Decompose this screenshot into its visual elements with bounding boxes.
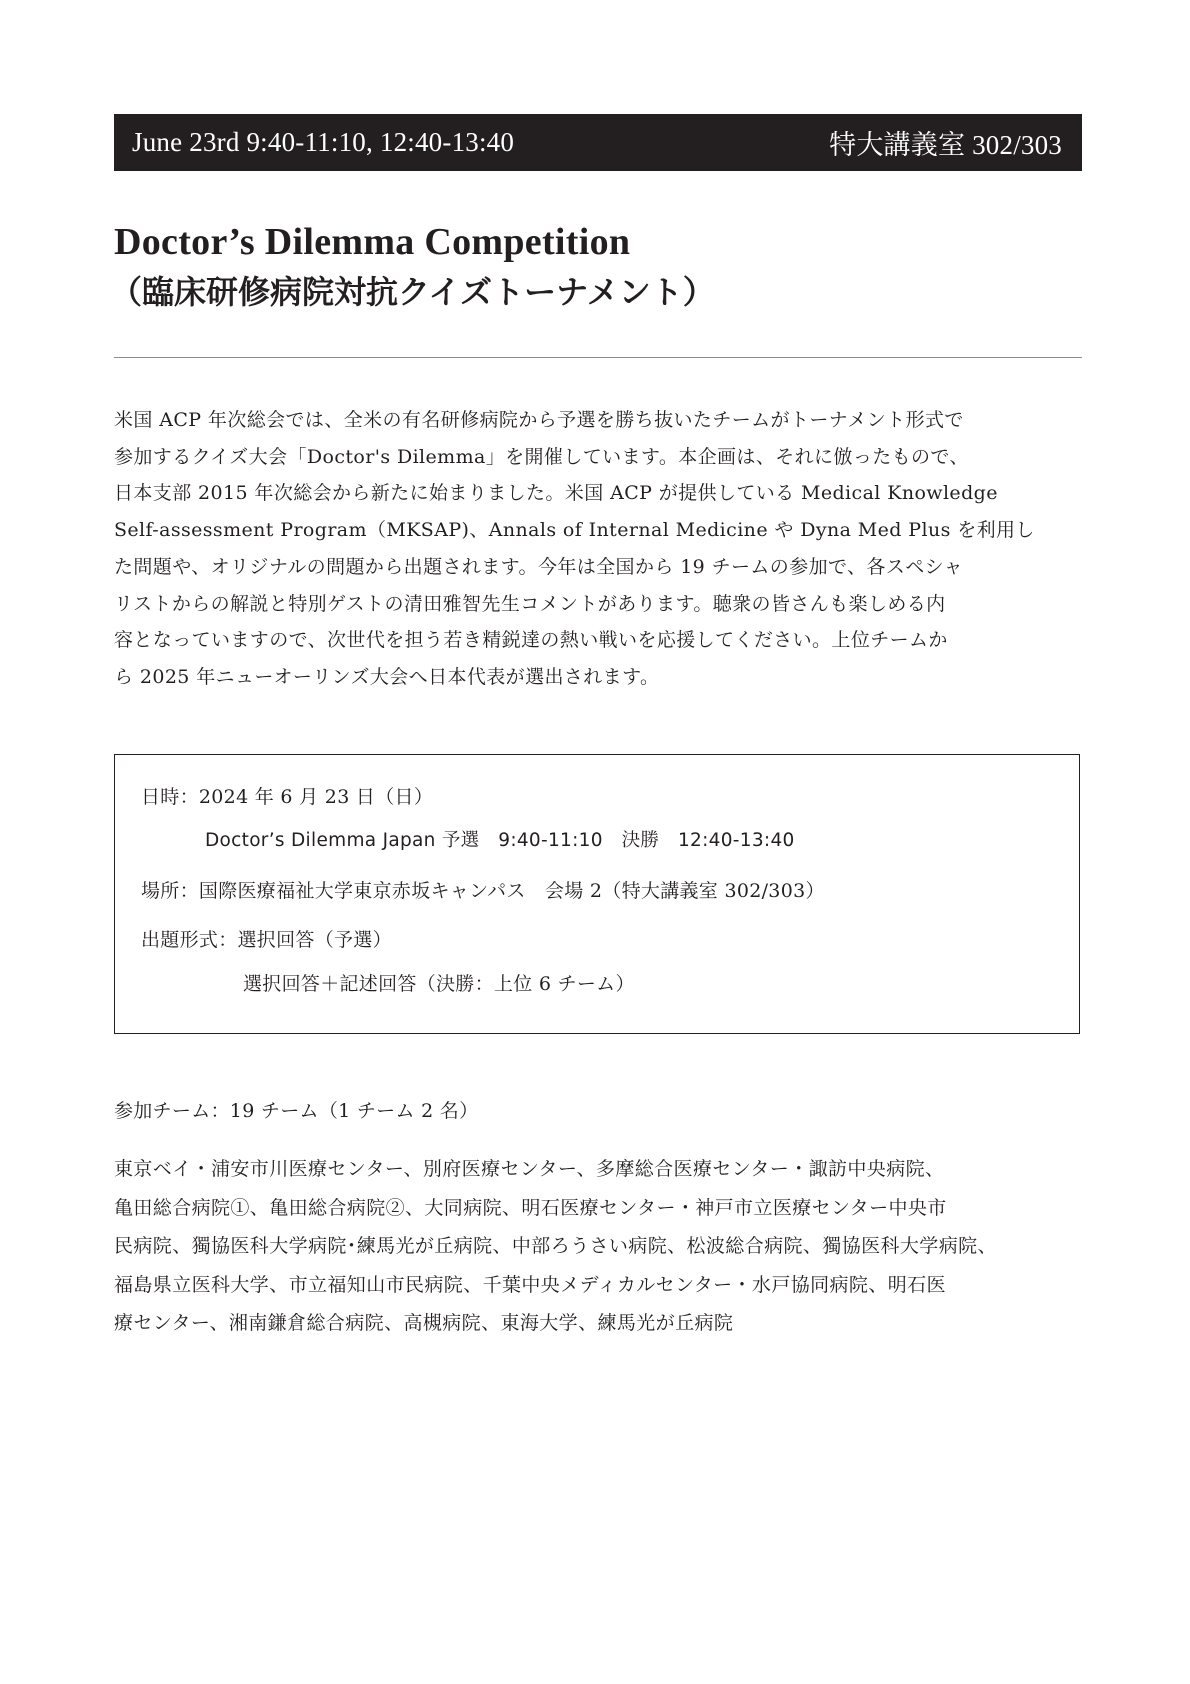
page-title: Doctor’s Dilemma Competition: [114, 221, 631, 263]
intro-paragraph: [114, 402, 1082, 696]
session-room: 特大講義室 302/303: [829, 130, 1062, 160]
teams-heading: 参加チーム：19 チーム（1 チーム 2 名）: [114, 1100, 479, 1122]
title-block: [110, 218, 1082, 316]
event-venue: 場所：国際医療福祉大学東京赤坂キャンパス 会場 2（特大講義室 302/303）: [141, 880, 825, 902]
page-subtitle: （臨床研修病院対抗クイズトーナメント）: [110, 273, 715, 311]
event-schedule: Doctor’s Dilemma Japan 予選 9:40-11:10 決勝 12:40-13:40: [205, 830, 795, 851]
intro-line: リストからの解説と特別ゲストの清田雅智先生コメントがあります。聴衆の皆さんも楽しめる内: [114, 592, 946, 615]
intro-line: た問題や、オリジナルの問題から出題されます。今年は全国から 19 チームの参加で、各スペシャ: [114, 555, 964, 578]
intro-line: 容となっていますので、次世代を担う若き精鋭達の熱い戦いを応援してください。上位チームか: [114, 629, 948, 652]
intro-line: 参加するクイズ大会「Doctor's Dilemma」を開催しています。本企画は、それに倣ったもので、: [114, 445, 969, 468]
teams-line: 亀田総合病院①、亀田総合病院②、大同病院、明石医療センター・神戸市立医療センター中央市: [114, 1196, 947, 1219]
intro-line: ら 2025 年ニューオーリンズ大会へ日本代表が選出されます。: [114, 665, 660, 688]
session-date-time: June 23rd 9:40-11:10, 12:40-13:40: [132, 127, 515, 157]
teams-line: 東京ベイ・浦安市川医療センター、別府医療センター、多摩総合医療センター・諏訪中央病院、: [114, 1158, 945, 1180]
teams-list: [114, 1150, 1082, 1343]
divider: [114, 357, 1082, 358]
intro-line: 日本支部 2015 年次総会から新たに始まりました。米国 ACP が提供している Medical Knowledge: [114, 482, 998, 505]
event-info-box: [114, 754, 1080, 1034]
intro-line: Self-assessment Program（MKSAP)、Annals of Internal Medicine や Dyna Med Plus を利用し: [114, 519, 1035, 542]
event-format-final: 選択回答＋記述回答（決勝：上位 6 チーム）: [243, 973, 635, 995]
session-header-bar: [114, 114, 1082, 171]
teams-line: 療センター、湘南鎌倉総合病院、高槻病院、東海大学、練馬光が丘病院: [114, 1312, 734, 1334]
event-date: 日時：2024 年 6 月 23 日（日）: [141, 786, 434, 808]
event-format: 出題形式：選択回答（予選）: [141, 929, 392, 951]
intro-line: 米国 ACP 年次総会では、全米の有名研修病院から予選を勝ち抜いたチームがトーナメント形式で: [114, 409, 964, 431]
teams-line: 福島県立医科大学、市立福知山市民病院、千葉中央メディカルセンター・水戸協同病院、明石医: [114, 1273, 946, 1296]
teams-line: 民病院、獨協医科大学病院･練馬光が丘病院、中部ろうさい病院、松波総合病院、獨協医科大学病院、: [114, 1235, 997, 1257]
